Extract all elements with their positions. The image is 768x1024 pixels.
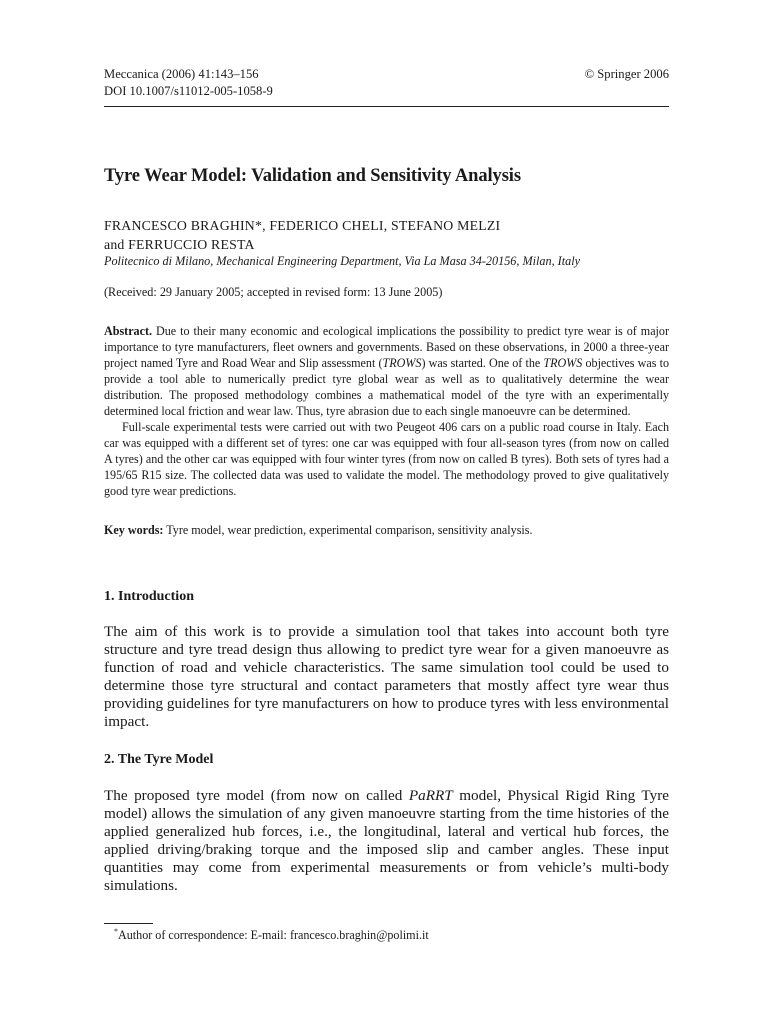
project-name: TROWS bbox=[382, 356, 422, 370]
abstract-paragraph-2: Full-scale experimental tests were carried out with two Peugeot 406 cars on a public road course in Italy. Each car was equipped with a different set of tyres: one car was equipped with four all-season tyres (from now on called A tyres) and the other car was equipped with four winter tyres (from now on called B tyres). Both sets of tyres had a 195/65 R15 size. The collected data was used to validate the model. The methodology proved to give qualitatively good tyre wear predictions. bbox=[104, 420, 669, 498]
section-2-heading: 2. The Tyre Model bbox=[104, 752, 214, 767]
model-name: PaRRT bbox=[408, 787, 453, 804]
footnote-rule bbox=[104, 923, 153, 924]
affiliation: Politecnico di Milano, Mechanical Engineering Department, Via La Masa 34-20156, Milan, Italy bbox=[104, 254, 581, 268]
author-list bbox=[104, 216, 500, 254]
keywords bbox=[104, 523, 533, 538]
authors-line-2: and FERRUCCIO RESTA bbox=[104, 237, 255, 252]
abstract bbox=[104, 323, 669, 499]
abstract-text: objectives was to provide a tool able to numerically predict tyre global wear as well as to qualitatively determine the wear distribution. The proposed methodology combines a mathematical model of the tyre with an experimentally determined local friction and wear law. Thus, tyre abrasion due to each single manoeuvre can be determined. bbox=[104, 356, 669, 418]
received-dates: (Received: 29 January 2005; accepted in revised form: 13 June 2005) bbox=[104, 285, 443, 299]
copyright: © Springer 2006 bbox=[584, 67, 669, 81]
authors-line-1: FRANCESCO BRAGHIN*, FEDERICO CHELI, STEFANO MELZI bbox=[104, 218, 501, 233]
section-1-heading: 1. Introduction bbox=[104, 589, 194, 604]
footnote-marker: * bbox=[114, 927, 118, 936]
journal-citation: Meccanica (2006) 41:143–156 bbox=[104, 67, 259, 81]
running-header bbox=[104, 66, 669, 100]
section-1-body: The aim of this work is to provide a simulation tool that takes into account both tyre structure and tyre tread design thus allowing to predict tyre wear for a given manoeuvre as function of road and vehicle characteristics. The same simulation tool could be used to determine those tyre structural and contact parameters that mostly affect tyre wear thus providing guidelines for tyre manufacturers on how to produce tyres with less environmental impact. bbox=[104, 623, 669, 730]
journal-info bbox=[104, 66, 273, 100]
abstract-text: Due to their many economic and ecological implications the possibility to predict tyre wear is of major importance to tyre manufacturers, fleet owners and governments. Based on these observations, in 2000 a three-year project named Tyre and Road Wear and Slip assessment ( bbox=[104, 324, 669, 370]
section-2-text: model, Physical Rigid Ring Tyre model) allows the simulation of any given manoeuvre starting from the time histories of the applied generalized hub forces, i.e., the longitudinal, lateral and vertical hub forces, the applied driving/braking torque and the imposed slip and camber angles. These input quantities may come from experimental measurements or from vehicle’s multi-body simulations. bbox=[104, 787, 669, 894]
section-2-text: The proposed tyre model (from now on called bbox=[104, 787, 409, 804]
keywords-label: Key words: bbox=[104, 523, 164, 537]
section-2-body bbox=[104, 787, 669, 894]
project-name: TROWS bbox=[543, 356, 583, 370]
footnote-text: Author of correspondence: E-mail: francesco.braghin@polimi.it bbox=[118, 928, 429, 943]
header-rule bbox=[104, 106, 669, 107]
abstract-text: ) was started. One of the bbox=[421, 356, 544, 370]
doi: DOI 10.1007/s11012-005-1058-9 bbox=[104, 84, 273, 98]
footnote bbox=[114, 927, 429, 943]
abstract-paragraph-1 bbox=[104, 323, 669, 419]
abstract-label: Abstract. bbox=[104, 324, 153, 338]
keywords-text: Tyre model, wear prediction, experimental comparison, sensitivity analysis. bbox=[163, 523, 533, 537]
paper-title: Tyre Wear Model: Validation and Sensitivity Analysis bbox=[104, 166, 521, 186]
